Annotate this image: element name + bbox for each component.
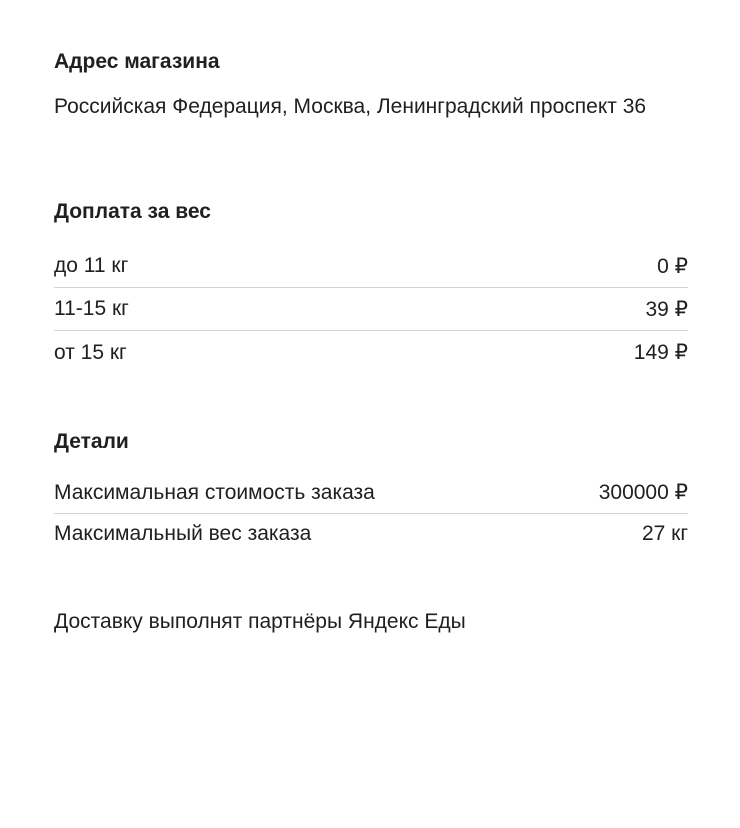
surcharge-price: 39 ₽ — [645, 297, 688, 321]
weight-range-label: до 11 кг — [54, 254, 129, 277]
max-order-weight-value: 27 кг — [641, 522, 688, 545]
weight-surcharge-table — [54, 245, 688, 374]
weight-range-label: 11-15 кг — [54, 297, 129, 320]
weight-surcharge-row — [54, 288, 688, 331]
weight-surcharge-title: Доплата за вес — [54, 200, 211, 223]
delivery-partner-note: Доставку выполнят партнёры Яндекс Еды — [54, 610, 466, 633]
details-table — [54, 472, 688, 554]
details-row — [54, 514, 688, 554]
weight-surcharge-row — [54, 245, 688, 288]
max-order-cost-value: 300000 ₽ — [598, 481, 688, 504]
weight-range-label: от 15 кг — [54, 340, 127, 364]
surcharge-price: 0 ₽ — [657, 254, 688, 278]
max-order-weight-label: Максимальный вес заказа — [54, 522, 312, 545]
details-title: Детали — [54, 430, 129, 453]
store-address-title: Адрес магазина — [54, 50, 220, 73]
store-address-text: Российская Федерация, Москва, Ленинградский проспект 36 — [54, 95, 647, 118]
details-row — [54, 472, 688, 514]
surcharge-price: 149 ₽ — [633, 341, 688, 364]
weight-surcharge-row — [54, 331, 688, 374]
max-order-cost-label: Максимальная стоимость заказа — [54, 480, 375, 504]
